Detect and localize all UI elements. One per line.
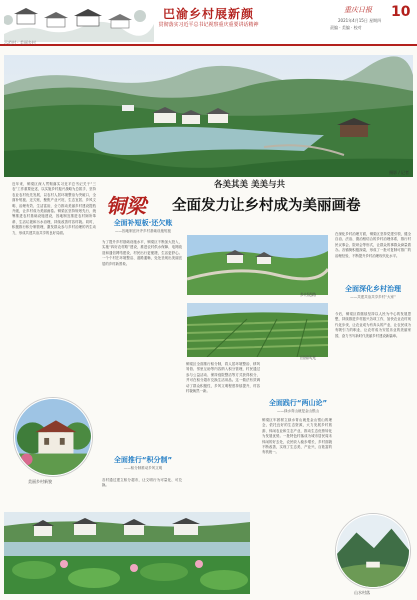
village-circle-caption: 美丽乡村新貌	[28, 479, 52, 484]
article-body-left: 近年来，铜梁区深入贯彻落实习近平总书记关于“三农”工作重要论述，以实施乡村振兴战略为总抓手，坚持农业农村优先发展，以农村人居环境整治为突破口，全面补短板、还欠账，聚焦产业兴旺、生态宜居、乡风文明、治理有效、生活富裕，全力推动美丽乡村建设提档升级，让乡村成为美丽画卷。铜梁区坚持规划先行，统筹推进农村基础设施建设，因地制宜推进农村厕所革命、生活垃圾和污水治理，持续改善村容村貌。同时，积极推行积分制管理，激发群众参与乡村治理的内生动力，形成共建共治共享的良好局面。	[12, 182, 96, 235]
rural-road-photo	[187, 235, 328, 295]
article-body-far: 今后，铜梁区将继续坚持以人民为中心的发展思想，持续推进乡村振兴各项工作，加快农业农村现代化步伐，让农业成为有奔头的产业，让农民成为有吸引力的职业，让农村成为安居乐业的美丽家园，奋力书写新时代美丽乡村建设新篇章。	[335, 312, 411, 338]
subhead-block-1	[102, 218, 184, 234]
mountain-circle-caption: 山水村落	[354, 590, 370, 595]
subhead-subtitle: ——因地制宜补齐乡村基础设施短板	[115, 229, 171, 233]
headline-main: 全面发力让乡村成为美丽画卷	[172, 198, 361, 214]
lotus-village-photo	[4, 512, 250, 594]
header-art-caption: 示范村 · 美丽乡村	[4, 40, 36, 45]
editor-line: 责编 · 美编 · 校对	[330, 25, 362, 30]
article-body-mid: 为了提升乡村基础设施水平，铜梁区不断加大投入，实施“四好农村路”建设，推进农村供水保障、电网改造和通信网络建设，村民出行更便捷，生活更舒心。一个个村庄环境整洁、道路通畅，处处呈现出美丽宜居的乡村新景象。	[102, 240, 182, 266]
section-title: 巴渝乡村展新颜	[162, 7, 254, 21]
subhead-subtitle: ——积分制推动乡风文明	[123, 466, 163, 470]
mountain-circle-photo	[336, 514, 410, 588]
subhead-title: 全面践行“两山论”	[268, 399, 328, 407]
subhead-block-2	[102, 455, 184, 471]
date-line: 2021年4月15日 星期四	[338, 18, 382, 23]
village-circle-photo	[14, 398, 92, 476]
section-subtitle: 贯彻落实习近平总书记视察重庆重要讲话精神	[158, 22, 259, 28]
page-header	[0, 0, 417, 46]
headline-city: 铜梁	[106, 194, 146, 218]
road-photo-caption: 乡村道路	[300, 292, 316, 297]
subhead-subtitle: ——绿水青山就是金山银山	[277, 409, 319, 413]
article-body-far-top: 在深化乡村治理方面，铜梁区坚持党建引领，健全自治、法治、德治相结合的乡村治理体系，推行村民议事会、院坝会等形式，让群众的事群众商量着办。各镇街积极探索，形成了一批可复制可推广的治理经验，不断提升乡村治理现代化水平。	[335, 232, 411, 258]
hero-landscape-photo	[4, 55, 413, 177]
article-body-right: 铜梁区牢固树立绿水青山就是金山银山的理念，依托良好的生态资源，大力发展乡村旅游、休闲农业和生态产业，推动生态优势转化为发展优势。一批特色村落成为城市居民周末休闲的好去处，农民收入稳步增长，乡村面貌不断改善，实现了生态美、产业兴、百姓富的有机统一。	[262, 418, 332, 455]
subhead-block-4	[335, 284, 411, 300]
article-body-center: 铜梁区全面推行积分制，将人居环境整治、移风易俗、邻里互助等内容纳入积分管理，村民通过参与公益活动、保持庭院整洁等方式获得积分，并可在积分超市兑换生活用品。这一做法有效调动了群众积极性，乡风文明程度持续提升，村容村貌焕然一新。	[186, 362, 260, 394]
article-body-mid-2: 各村通过建立积分超市，让文明行为可量化、可兑换。	[102, 478, 182, 488]
fields-photo	[187, 303, 328, 357]
subhead-title: 全面补短板·还欠账	[113, 219, 173, 227]
headline-kicker: 各美其美 美美与共	[214, 180, 285, 190]
headline	[106, 190, 412, 216]
fields-photo-caption: 田园风光	[300, 355, 316, 360]
subhead-title: 全面深化乡村治理	[345, 285, 401, 293]
subhead-subtitle: ——共建共治共享乡村“大家”	[350, 295, 396, 299]
subhead-block-3	[262, 398, 334, 414]
newspaper-name: 重庆日报	[344, 6, 372, 14]
subhead-title: 全面推行“积分制”	[113, 456, 173, 464]
page-number: 10	[391, 4, 411, 20]
hero-photo-caption: 摄影 / 记者	[389, 170, 409, 175]
